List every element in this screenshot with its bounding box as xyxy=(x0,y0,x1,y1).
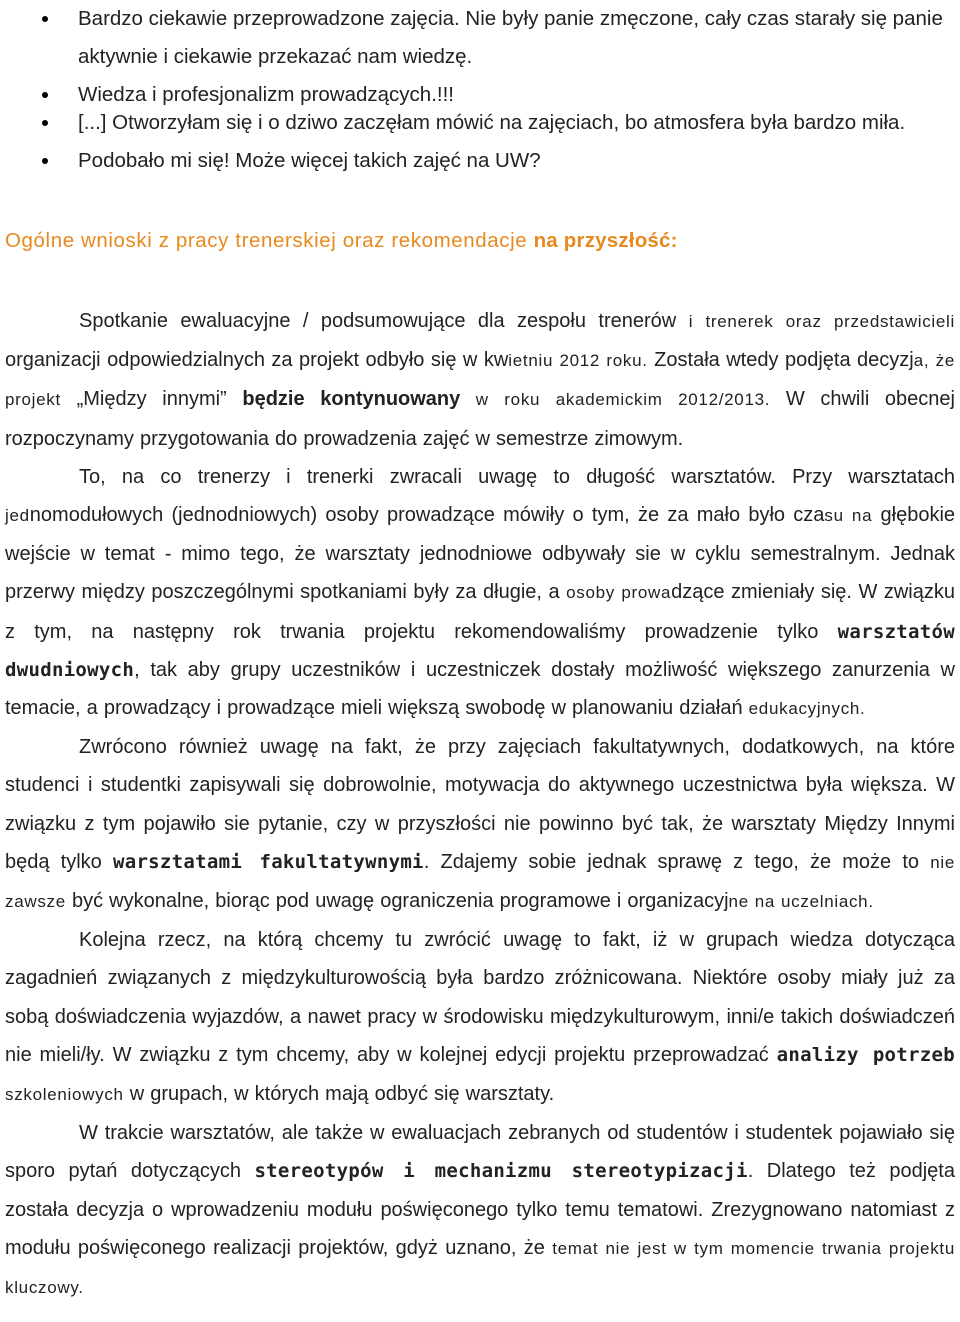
heading-suffix: : xyxy=(670,229,678,252)
paragraph-3: Zwrócono również uwagę na fakt, że przy zajęciach fakultatywnych, dodatkowych, na które studenci i studentki zapisywali się dobrowolnie, motywacja do aktywnego uczestnictwa była większa. W związku z tym pojawiło sie pytanie, czy w przyszłości nie powinno być tak, że warsztaty Między Innymi będą tylko warsztatami fakultatywnymi. Zdajemy sobie jednak sprawę z tego, że może to nie zawsze być wykonalne, biorąc pod uwagę ograniczenia programowe i organizacyjne na uczelniach. xyxy=(5,736,955,913)
bullet-item: Bardzo ciekawie przeprowadzone zajęcia. Nie były panie zmęczone, cały czas starały się panie aktywnie i ciekawie przekazać nam wiedzę. xyxy=(78,0,956,76)
paragraph-5: W trakcie warsztatów, ale także w ewaluacjach zebranych od studentów i studentek pojawiało się sporo pytań dotyczących stereotypów i mechanizmu stereotypizacji. Dlatego też podjęta została decyzja o wprowadzeniu modułu poświęconego tylko temu tematowi. Zrezygnowano natomiast z modułu poświęconego realizacji projektów, gdyż uznano, że temat nie jest w tym momencie trwania projektu kluczowy. xyxy=(5,1122,955,1298)
heading-text: Ogólne wnioski z pracy trenerskiej oraz rekomendacje xyxy=(5,229,534,252)
paragraph-1: Spotkanie ewaluacyjne / podsumowujące dla zespołu trenerów i trenerek oraz przedstawicieli organizacji odpowiedzialnych za projekt odbyło się w kwietniu 2012 roku. Została wtedy podjęta decyzja, że projekt „Między innymi” będzie kontynuowany w roku akademickim 2012/2013. W chwili obecnej rozpoczynamy przygotowania do prowadzenia zajęć w semestrze zimowym. xyxy=(5,310,956,450)
paragraph-2: To, na co trenerzy i trenerki zwracali uwagę to długość warsztatów. Przy warsztatach jednomodułowych (jednodniowych) osoby prowadzące mówiły o tym, że za mało było czasu na głębokie wejście w temat - mimo tego, że warsztaty jednodniowe odbywały sie w cyklu semestralnym. Jednak przerwy między poszczególnymi spotkaniami były za długie, a osoby prowadzące zmieniały się. W związku z tym, na następny rok trwania projektu rekomendowaliśmy prowadzenie tylko warsztatów dwudniowych, tak aby grupy uczestników i uczestniczek dostały możliwość większego zanurzenia w temacie, a prowadzący i prowadzące mieli większą swobodę w planowaniu działań edukacyjnych. xyxy=(5,465,956,720)
document-body xyxy=(5,302,955,1307)
bullet-item: Wiedza i profesjonalizm prowadzących.!!! xyxy=(78,76,956,114)
paragraph-4: Kolejna rzecz, na którą chcemy tu zwrócić uwagę to fakt, iż w grupach wiedza dotycząca zagadnień związanych z międzykulturowością była bardzo zróżnicowana. Niektóre osoby miały już za sobą doświadczenia wyjazdów, a nawet pracy w środowisku międzykulturowym, inni/e takich doświadczeń nie mieli/ły. W związku z tym chcemy, aby w kolejnej edycji projektu przeprowadzać analizy potrzeb szkoleniowych w grupach, w których mają odbyć się warsztaty. xyxy=(5,929,955,1106)
section-heading xyxy=(5,222,955,260)
heading-bold: na przyszłość xyxy=(533,229,671,252)
bullet-item: [...] Otworzyłam się i o dziwo zaczęłam mówić na zajęciach, bo atmosfera była bardzo miła. xyxy=(78,104,956,142)
bullet-item: Podobało mi się! Może więcej takich zajęć na UW? xyxy=(78,142,956,180)
